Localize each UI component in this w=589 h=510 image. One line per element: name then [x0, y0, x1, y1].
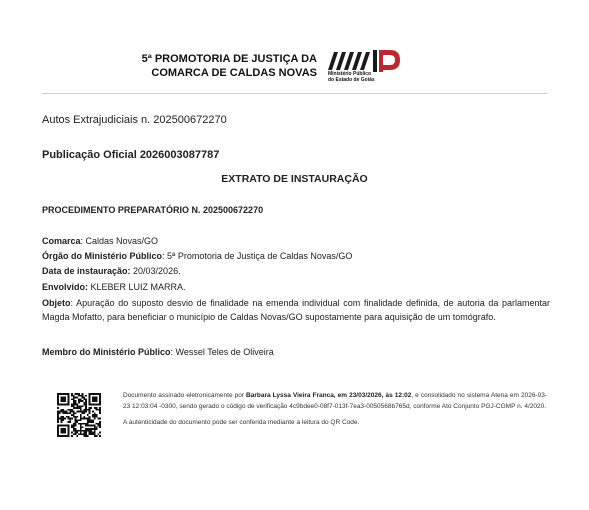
envolvido-label: Envolvido: — [42, 282, 89, 292]
membro-label: Membro do Ministério Público — [42, 347, 171, 357]
extract-title: EXTRATO DE INSTAURAÇÃO — [221, 173, 368, 185]
comarca-value: : Caldas Novas/GO — [80, 236, 159, 246]
header-title-line1: 5ª PROMOTORIA DE JUSTIÇA DA — [141, 53, 317, 65]
field-membro — [42, 346, 274, 358]
qr-code — [57, 393, 101, 437]
field-comarca — [42, 235, 158, 247]
field-data — [42, 265, 181, 277]
field-envolvido — [42, 281, 186, 293]
logo-caption-line1: Ministério Público — [328, 71, 372, 77]
objeto-value: : Apuração do suposto desvio de finalidade na emenda individual com finalidade definida, de autoria da parlamentar Magda Mofatto, para beneficiar o município de Caldas Novas/GO supostamente para aquisição de um tomógrafo. — [42, 298, 550, 322]
field-orgao — [42, 250, 352, 262]
header-title-line2: COMARCA DE CALDAS NOVAS — [151, 67, 317, 79]
signature-suffix: , e consolidado no sistema Atena em 2026-03-23 12:03:04 -0300, sendo gerado o código de verificação 4c9bdee0-08f7-013f-7ea3-0050568b765d, conforme Ato Conjunto PGJ-CGMP n. 4/2020. — [123, 392, 547, 410]
field-objeto — [42, 296, 550, 324]
logo-caption-line2: do Estado de Goiás — [328, 76, 375, 83]
publication-number: Publicação Oficial 2026003087787 — [42, 149, 220, 161]
authenticity-note: A autenticidade do documento pode ser conferida mediante a leitura do QR Code. — [123, 419, 360, 426]
header-title — [142, 52, 317, 80]
objeto-label: Objeto — [42, 298, 71, 308]
orgao-label: Órgão do Ministério Público — [42, 251, 163, 261]
procedure-number: PROCEDIMENTO PREPARATÓRIO N. 202500672270 — [42, 205, 264, 215]
logo-caption — [328, 72, 375, 83]
data-label: Data de instauração: — [42, 266, 131, 276]
membro-value: : Wessel Teles de Oliveira — [170, 347, 274, 357]
orgao-value: : 5ª Promotoria de Justiça de Caldas Novas/GO — [162, 251, 353, 261]
header-divider — [42, 93, 548, 94]
signature-block — [123, 390, 547, 428]
signature-prefix: Documento assinado eletronicamente por — [123, 392, 247, 399]
data-value: 20/03/2026. — [130, 266, 181, 276]
signature-text — [123, 390, 547, 412]
signature-signer: Barbara Lyssa Vieira Franca, em 23/03/2026, às 12:02 — [246, 392, 412, 399]
autos-number: Autos Extrajudiciais n. 202500672270 — [42, 114, 227, 126]
envolvido-value: KLEBER LUIZ MARRA. — [88, 282, 186, 292]
comarca-label: Comarca — [42, 236, 81, 246]
